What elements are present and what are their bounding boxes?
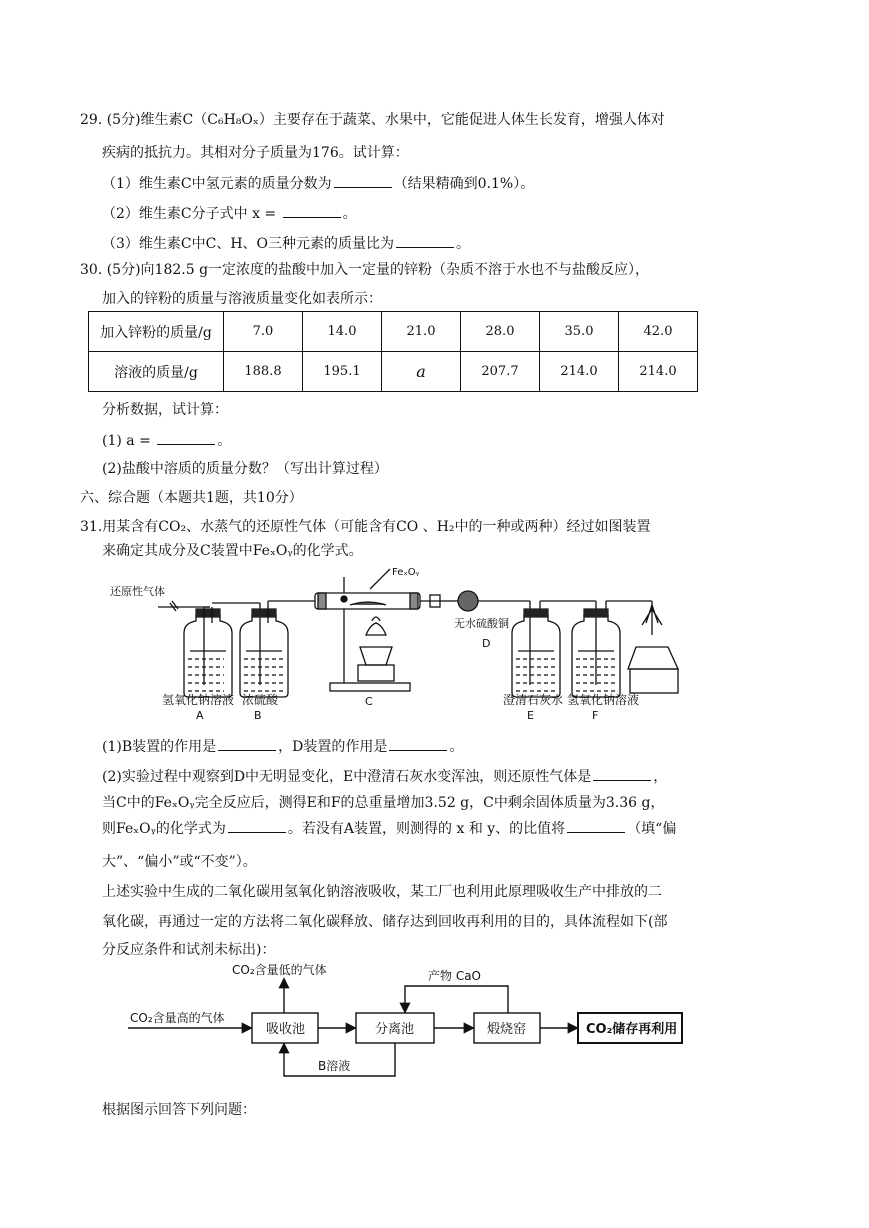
q30-line1: 30. (5分)向182.5 g一定浓度的盐酸中加入一定量的锌粉（杂质不溶于水也不与盐酸反应）， [80,262,650,278]
q31-sub2-line1 [102,766,667,787]
final-prompt: 根据图示回答下列问题： [102,1102,256,1118]
q29-part2 [102,203,357,224]
table-cell: 195.1 [303,352,382,392]
label-b-text: 浓硫酸 [242,693,279,707]
q29-part2-tail: 。 [342,206,357,222]
q30-part1-tail: 。 [217,433,232,449]
high-gas-label: CO₂含量高的气体 [130,1011,225,1025]
q31-sub2-text: (2)实验过程中观察到D中无明显变化，E中澄清石灰水变浑浊，则还原性气体是 [102,769,592,785]
q30-part1 [102,430,231,451]
answer-blank[interactable] [567,818,625,833]
answer-blank[interactable] [218,736,276,751]
section-heading: 六、综合题（本题共1题，共10分） [80,490,303,506]
iron-oxide-label: FeₓOᵧ [392,567,420,578]
answer-blank[interactable] [334,173,392,188]
q31-sub1 [102,736,463,757]
row-header: 加入锌粉的质量/g [89,312,224,352]
label-f: F [592,709,599,722]
answer-blank[interactable] [389,736,447,751]
q31-sub1-text: (1)B装置的作用是 [102,739,217,755]
label-d: D [482,637,491,650]
zinc-data-table [88,311,698,392]
q31-sub2-comma: ， [653,769,668,785]
drying-tube-d [430,591,530,611]
q31-sub2-ratio: 。若没有A装置，则测得的 x 和 y、的比值将 [287,821,566,837]
cao-return-arrow [405,986,508,1013]
q31-sub2-line4: 大”、“偏小”或“不变”）。 [102,854,257,870]
cuso4-label: 无水硫酸铜 [454,617,509,630]
bottle-a [184,607,232,697]
q31-sub2-formula: 则FeₓOᵧ的化学式为 [102,821,226,837]
table-cell: a [382,352,461,392]
q31-line2: 来确定其成分及C装置中FeₓOᵧ的化学式。 [102,543,363,559]
label-b: B [254,709,262,722]
product-label: 产物 CaO [428,969,481,983]
absorb-label: 吸收池 [266,1022,306,1037]
table-cell: 188.8 [224,352,303,392]
bottle-e [512,609,560,697]
q30-line2: 加入的锌粉的质量与溶液质量变化如表所示： [102,291,382,307]
table-cell: 35.0 [540,312,619,352]
label-a: A [196,709,204,722]
label-e: E [527,709,534,722]
q29-part3 [102,233,470,254]
flow-intro-2: 氧化碳，再通过一定的方法将二氧化碳释放、储存达到回收再利用的目的，具体流程如下(部 [102,914,668,930]
flow-diagram [120,958,700,1088]
answer-blank[interactable] [157,430,215,445]
low-gas-label: CO₂含量低的气体 [232,963,327,977]
stopcock-icon [170,601,178,611]
table-row [89,312,698,352]
answer-blank[interactable] [228,818,286,833]
label-a-text: 氢氧化钠溶液 [162,693,235,707]
gas-label: 还原性气体 [110,585,165,598]
table-cell: 21.0 [382,312,461,352]
q31-sub2-line2: 当C中的FeₓOᵧ完全反应后，测得E和F的总重量增加3.52 g，C中剩余固体质量为3.36 g， [102,795,665,811]
q29-part1-tail: （结果精确到0.1%）。 [393,176,535,192]
label-f-text: 氢氧化钠溶液 [567,693,640,707]
q29-line1: 29. (5分)维生素C（C₆H₈Oₓ）主要存在于蔬菜、水果中，它能促进人体生长发育，增强人体对 [80,112,665,128]
q30-analysis: 分析数据，试计算： [102,402,228,418]
q29-part1 [102,173,534,194]
b-solution-label: B溶液 [318,1059,351,1073]
table-cell: 14.0 [303,312,382,352]
q31-line1: 31.用某含有CO₂、水蒸气的还原性气体（可能含有CO 、H₂中的一种或两种）经过如图装置 [80,519,651,535]
flow-intro-1: 上述实验中生成的二氧化碳用氢氧化钠溶液吸收，某工厂也利用此原理吸收生产中排放的二 [102,884,662,900]
q31-sub2-fill: （填“偏 [627,821,677,837]
q29-part2-text: （2）维生素C分子式中 x = [102,206,277,222]
flow-intro-3: 分反应条件和试剂未标出)： [102,942,276,958]
table-cell: 28.0 [461,312,540,352]
row-header: 溶液的质量/g [89,352,224,392]
answer-blank[interactable] [396,233,454,248]
q31-sub1-tail: 。 [449,739,464,755]
table-cell: 42.0 [619,312,698,352]
bottle-b [240,607,288,697]
table-cell: 207.7 [461,352,540,392]
q31-sub1-mid: ，D装置的作用是 [278,739,388,755]
q29-line2: 疾病的抵抗力。其相对分子质量为176。试计算： [102,145,409,161]
q31-sub2-line3 [102,818,676,839]
q29-part3-tail: 。 [456,236,471,252]
label-c: C [365,695,373,708]
table-cell: 7.0 [224,312,303,352]
alcohol-burner-icon [628,605,678,693]
table-cell: 214.0 [619,352,698,392]
q30-part1-text: (1) a = [102,433,151,449]
label-e-text: 澄清石灰水 [503,693,564,707]
q29-part1-text: （1）维生素C中氢元素的质量分数为 [102,176,332,192]
kiln-label: 煅烧窑 [487,1022,527,1037]
reaction-tube-c [315,577,420,691]
table-row [89,352,698,392]
separate-label: 分离池 [375,1022,415,1037]
q30-part2: (2)盐酸中溶质的质量分数？（写出计算过程） [102,461,388,477]
q29-part3-text: （3）维生素C中C、H、O三种元素的质量比为 [102,236,395,252]
table-cell: 214.0 [540,352,619,392]
answer-blank[interactable] [593,766,651,781]
answer-blank[interactable] [283,203,341,218]
storage-label: CO₂储存再利用 [586,1022,678,1037]
